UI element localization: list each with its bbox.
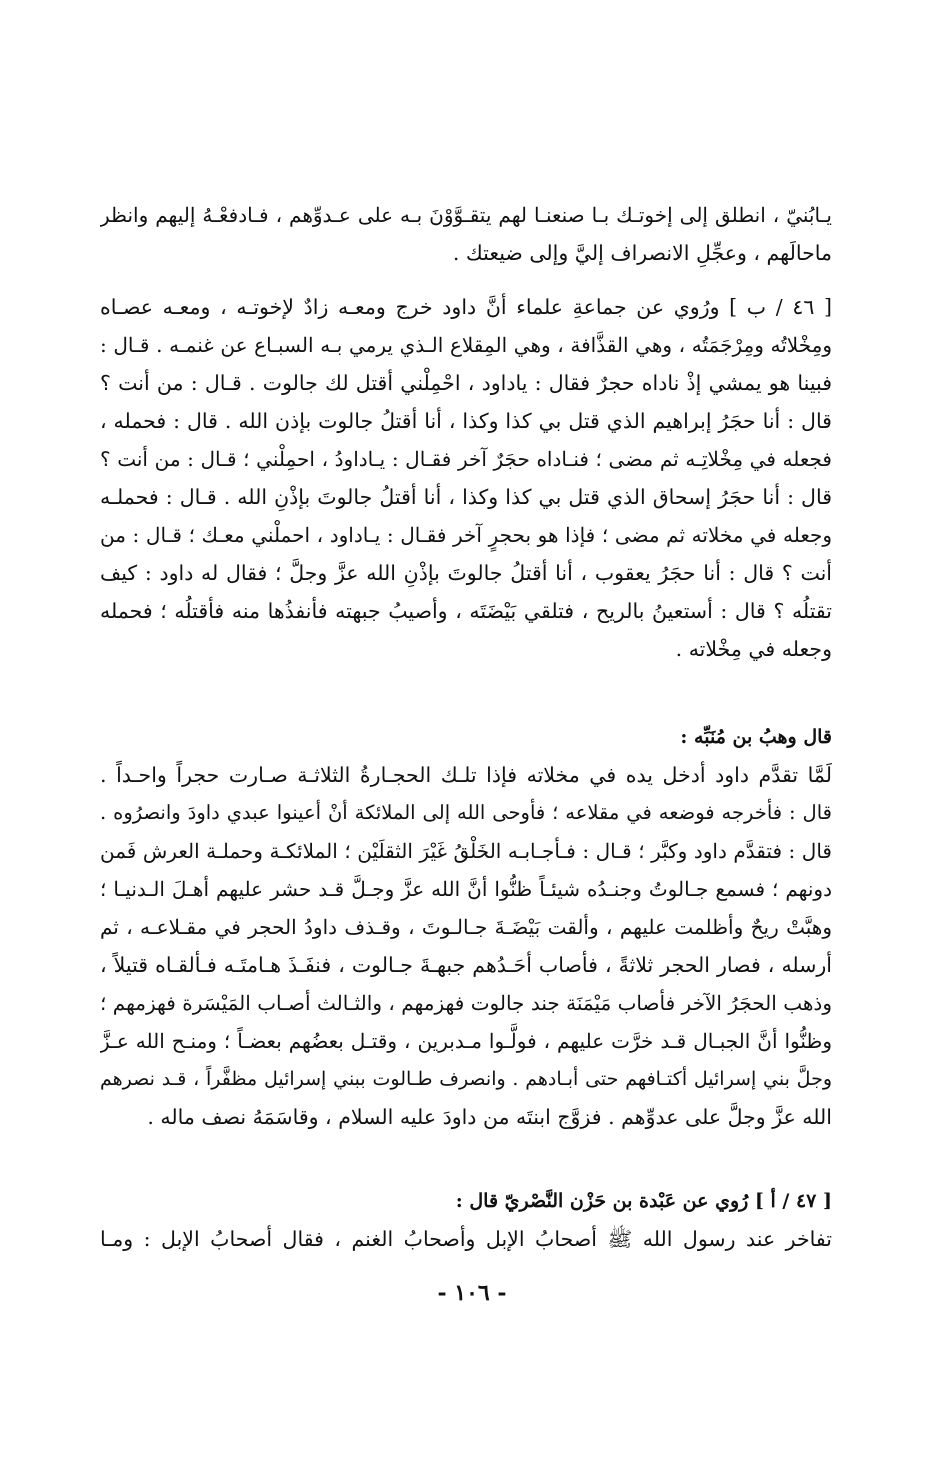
text-line: قال : أنا حجَرُ إبراهيم الذي قتل بي كذا وكذا ، أنا أقتلُ جالوت بإذن الله . قال : فحمله ،	[100, 409, 832, 433]
text-line: يـابُنيّ ، انطلق إلى إخوتـك بـا صنعنـا لهم يتقـوَّوْنَ بـه على عـدوِّهم ، فـادفعْـهُ إليهم وانظر	[100, 203, 832, 227]
text-line: قال : أنا حجَرُ إسحاق الذي قتل بي كذا وكذا ، أنا أقتلُ جالوتَ بإذْنِ الله . قـال : فحملـه	[100, 485, 832, 509]
paragraph-1	[100, 196, 832, 272]
text-line: وجعله في مخلاته ثم مضى ؛ فإذا هو بحجرٍ آخر فقـال : يـاداود ، احملْني معـك ؛ قـال : من	[100, 523, 832, 547]
text-line: الله عزَّ وجلَّ على عدوِّهم . فزوَّج ابنتَه من داودَ عليه السلام ، وقاسَمَهُ نصف ماله .	[147, 1105, 832, 1129]
text-line: قال : فتقدَّم داود وكبَّر ؛ قـال : فـأجـابـه الخَلْقُ غَيْرَ الثقلَيْن ؛ الملائكـة وحملـة العرش فَمن	[100, 839, 832, 863]
text-line: تفاخر عند رسول الله ﷺ أصحابُ الإبل وأصحابُ الغنم ، فقال أصحابُ الإبل : ومـا	[100, 1227, 832, 1251]
text-line: وذهب الحجَرُ الآخر فأصاب مَيْمَنَة جند جالوت فهزمهم ، والثـالث أصـاب المَيْسَرة فهزمهم ؛	[100, 991, 832, 1015]
text-line: فبينا هو يمشي إذْ ناداه حجرٌ فقال : ياداود ، احْمِلْني أقتل لك جالوت . قـال : من أنت ؟	[100, 371, 832, 395]
text-line: أرسله ، فصار الحجر ثلاثةً ، فأصاب أحَـدُهم جبهـةَ جـالوت ، فنفَـذَ هـامتَـه فـألقـاه قتيلاً ،	[100, 953, 832, 977]
text-line: تقتلُه ؟ قال : أستعينُ بالريح ، فتلقي بَيْضَتَه ، وأصيبُ جبهته فأنفذُها منه فأقتلُه ؛ فحمله	[100, 599, 832, 623]
text-line: دونهم ؛ فسمع جـالوتُ وجنـدُه شيئـاً ظنُّوا أنَّ الله عزَّ وجـلَّ قـد حشر عليهم أهـلَ الـدنيـا ؛	[100, 877, 832, 901]
page-number: - ١٠٦ -	[437, 1280, 507, 1306]
text-line: [ ٤٦ / ب ] ورُوي عن جماعةِ علماء أنَّ داود خرج ومعـه زادٌ لإخوتـه ، ومعـه عصـاه	[100, 295, 832, 319]
text-line: قال : فأخرجه فوضعه في مقلاعه ؛ فأوحى الله إلى الملائكة أنْ أعينوا عبدي داودَ وانصرُوه .	[100, 801, 832, 824]
paragraph-4	[100, 1182, 832, 1258]
text-line: ماحالَهم ، وعجِّلِ الانصراف إليَّ وإلى ضيعتك .	[452, 241, 832, 265]
text-line: فجعله في مِخْلاتِـه ثم مضى ؛ فنـاداه حجَرٌ آخر فقـال : يـاداودُ ، احمِلْني ؛ قـال : من أنت ؟	[100, 447, 832, 471]
text-line: وجلَّ بني إسرائيل أكتـافهم حتى أبـادهم . وانصرف طـالوت ببني إسرائيل مظفَّراً ، قـد نصرهم	[100, 1068, 832, 1090]
section-heading: قال وهبُ بن مُنَبِّه :	[680, 726, 832, 748]
text-line: أنت ؟ قال : أنا حجَرُ يعقوب ، أنا أقتلُ جالوتَ بإذْنِ الله عزَّ وجلَّ ؛ فقال له داود : كيف	[100, 561, 832, 585]
text-line: ومِخْلاتُه ومِرْجَمَتُه ، وهي القذَّافة ، وهي المِقلاع الـذي يرمي بـه السبـاع عن غنمـه . قـال :	[100, 333, 832, 357]
paragraph-2	[100, 288, 832, 668]
text-line: وهبَّتْ ريحٌ وأظلمت عليهم ، وألقت بَيْضَـةَ جـالـوتَ ، وقـذف داودُ الحجر في مقـلاعـه ، ثم	[100, 915, 832, 939]
text-line: وجعله في مِخْلاته .	[675, 637, 832, 661]
paragraph-3	[100, 718, 832, 1136]
text-line: لَمَّا تقدَّم داود أدخل يده في مخلاته فإذا تلـك الحجـارةُ الثلاثـة صـارت حجراً واحـداً .	[100, 763, 832, 787]
section-heading: [ ٤٧ / أ ] رُوي عن عَبْدة بن حَزْن النَّصْريّ قال :	[455, 1190, 832, 1212]
text-line: وظنُّوا أنَّ الجبـال قـد خرَّت عليهم ، فولَّـوا مـدبرين ، وقتـل بعضُهم بعضـاً ؛ ومنـح الله عـزَّ	[100, 1029, 832, 1053]
